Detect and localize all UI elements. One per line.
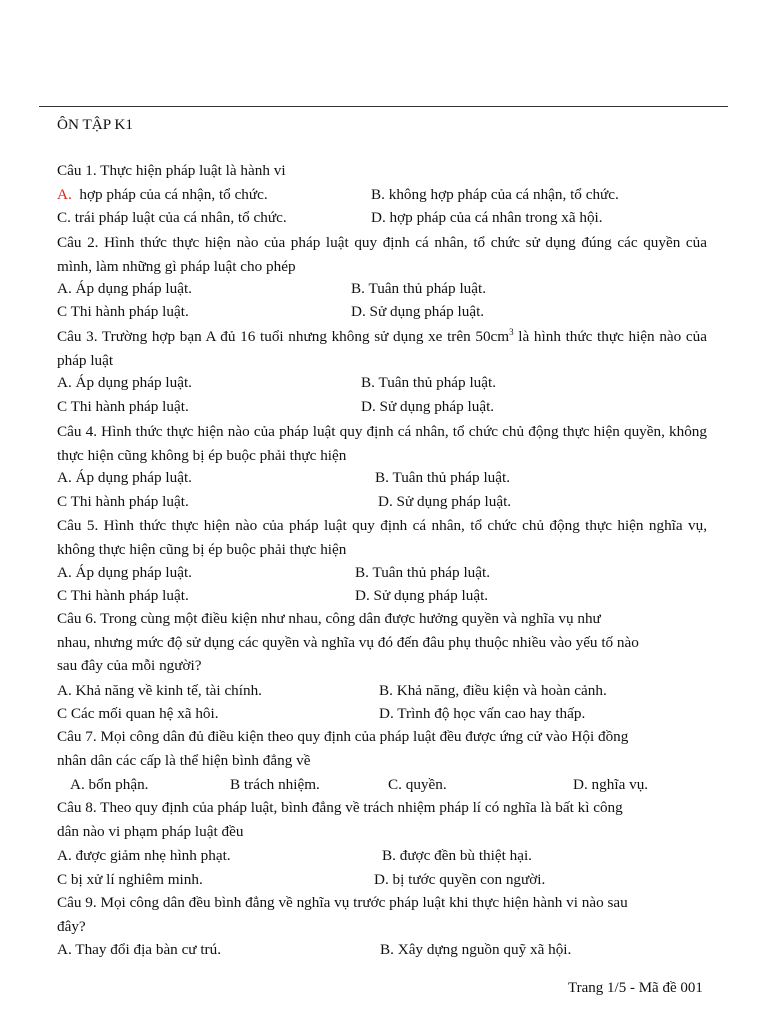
q2-option-b: B. Tuân thủ pháp luật. — [351, 280, 487, 297]
q7-option-a: A. bổn phận. — [70, 776, 149, 793]
q5-option-c: C Thi hành pháp luật. — [57, 587, 189, 604]
q2-option-c: C Thi hành pháp luật. — [57, 303, 189, 320]
q6-option-b: B. Khả năng, điều kiện và hoàn cảnh. — [379, 682, 607, 699]
q4-option-d: D. Sử dụng pháp luật. — [378, 493, 512, 510]
q9-option-a: A. Thay đổi địa bàn cư trú. — [57, 941, 222, 958]
q6-option-d: D. Trình độ học vấn cao hay thấp. — [379, 705, 586, 722]
header-rule — [39, 106, 728, 107]
q1-option-d: D. hợp pháp của cá nhân trong xã hội. — [371, 209, 603, 226]
page-title: ÔN TẬP K1 — [57, 116, 133, 133]
q3-option-b: B. Tuân thủ pháp luật. — [361, 374, 497, 391]
q6-option-a: A. Khả năng về kinh tế, tài chính. — [57, 682, 262, 699]
q7-option-c: C. quyền. — [388, 776, 447, 793]
question-8-line-1: Câu 8. Theo quy định của pháp luật, bình đẳng về trách nhiệm pháp lí có nghĩa là bất kì công — [57, 799, 623, 816]
q1-option-a — [57, 186, 268, 204]
q1-option-b: B. không hợp pháp của cá nhận, tổ chức. — [371, 186, 619, 203]
q8-option-c: C bị xử lí nghiêm minh. — [57, 871, 203, 888]
q3-option-a: A. Áp dụng pháp luật. — [57, 374, 192, 391]
q6-option-c: C Các mối quan hệ xã hôi. — [57, 705, 219, 722]
q2-option-d: D. Sử dụng pháp luật. — [351, 303, 485, 320]
question-6-line-1: Câu 6. Trong cùng một điều kiện như nhau, công dân được hưởng quyền và nghĩa vụ như — [57, 610, 601, 627]
q7-option-b: B trách nhiệm. — [230, 776, 320, 793]
question-9-line-2: đây? — [57, 918, 86, 935]
q8-option-d: D. bị tước quyền con người. — [374, 871, 546, 888]
q3-option-c: C Thi hành pháp luật. — [57, 398, 189, 415]
question-2: Câu 2. Hình thức thực hiện nào của pháp luật quy định cá nhân, tổ chức sử dụng đúng các quyền của mình, làm những gì pháp luật cho phép — [57, 234, 707, 275]
q8-option-a: A. được giảm nhẹ hình phạt. — [57, 847, 231, 864]
page-footer: Trang 1/5 - Mã đề 001 — [568, 980, 703, 996]
q4-option-c: C Thi hành pháp luật. — [57, 493, 189, 510]
q4-option-b: B. Tuân thủ pháp luật. — [375, 469, 511, 486]
question-3: Câu 3. Trường hợp bạn A đủ 16 tuổi nhưng không sử dụng xe trên $50cm^3$ là hình thức thực hiện nào của pháp luật — [57, 327, 707, 369]
q5-option-a: A. Áp dụng pháp luật. — [57, 564, 192, 581]
q5-option-d: D. Sử dụng pháp luật. — [355, 587, 489, 604]
question-6-line-2: nhau, nhưng mức độ sử dụng các quyền và nghĩa vụ đó đến đâu phụ thuộc nhiều vào yếu tố nào — [57, 634, 639, 651]
q1-option-c: C. trái pháp luật của cá nhân, tổ chức. — [57, 209, 287, 226]
q1-answer-mark: A. — [57, 186, 72, 203]
q4-option-a: A. Áp dụng pháp luật. — [57, 469, 192, 486]
question-6-line-3: sau đây của mỗi người? — [57, 657, 202, 674]
q5-option-b: B. Tuân thủ pháp luật. — [355, 564, 491, 581]
question-8-line-2: dân nào vi phạm pháp luật đều — [57, 823, 244, 840]
q3-option-d: D. Sử dụng pháp luật. — [361, 398, 495, 415]
question-1: Câu 1. Thực hiện pháp luật là hành vi — [57, 162, 286, 179]
q9-option-b: B. Xây dựng nguồn quỹ xã hội. — [380, 941, 572, 958]
question-7-line-2: nhân dân các cấp là thể hiện bình đẳng về — [57, 752, 311, 769]
q2-option-a: A. Áp dụng pháp luật. — [57, 280, 192, 297]
question-5: Câu 5. Hình thức thực hiện nào của pháp luật quy định cá nhân, tổ chức chủ động thực hiện nghĩa vụ, không thực hiện cũng bị ép buộc phải thực hiện — [57, 517, 707, 558]
question-4: Câu 4. Hình thức thực hiện nào của pháp luật quy định cá nhân, tổ chức chủ động thực hiện quyền, không thực hiện cũng không bị ép buộc phải thực hiện — [57, 423, 707, 464]
q8-option-b: B. được đền bù thiệt hại. — [382, 847, 532, 864]
superscript-3: 3 — [509, 327, 514, 337]
q7-option-d: D. nghĩa vụ. — [573, 776, 649, 793]
question-9-line-1: Câu 9. Mọi công dân đều bình đẳng về nghĩa vụ trước pháp luật khi thực hiện hành vi nào sau — [57, 894, 628, 911]
question-7-line-1: Câu 7. Mọi công dân đủ điều kiện theo quy định của pháp luật đều được ứng cử vào Hội đồng — [57, 728, 629, 745]
q1-option-a-text: hợp pháp của cá nhận, tổ chức. — [79, 186, 268, 203]
